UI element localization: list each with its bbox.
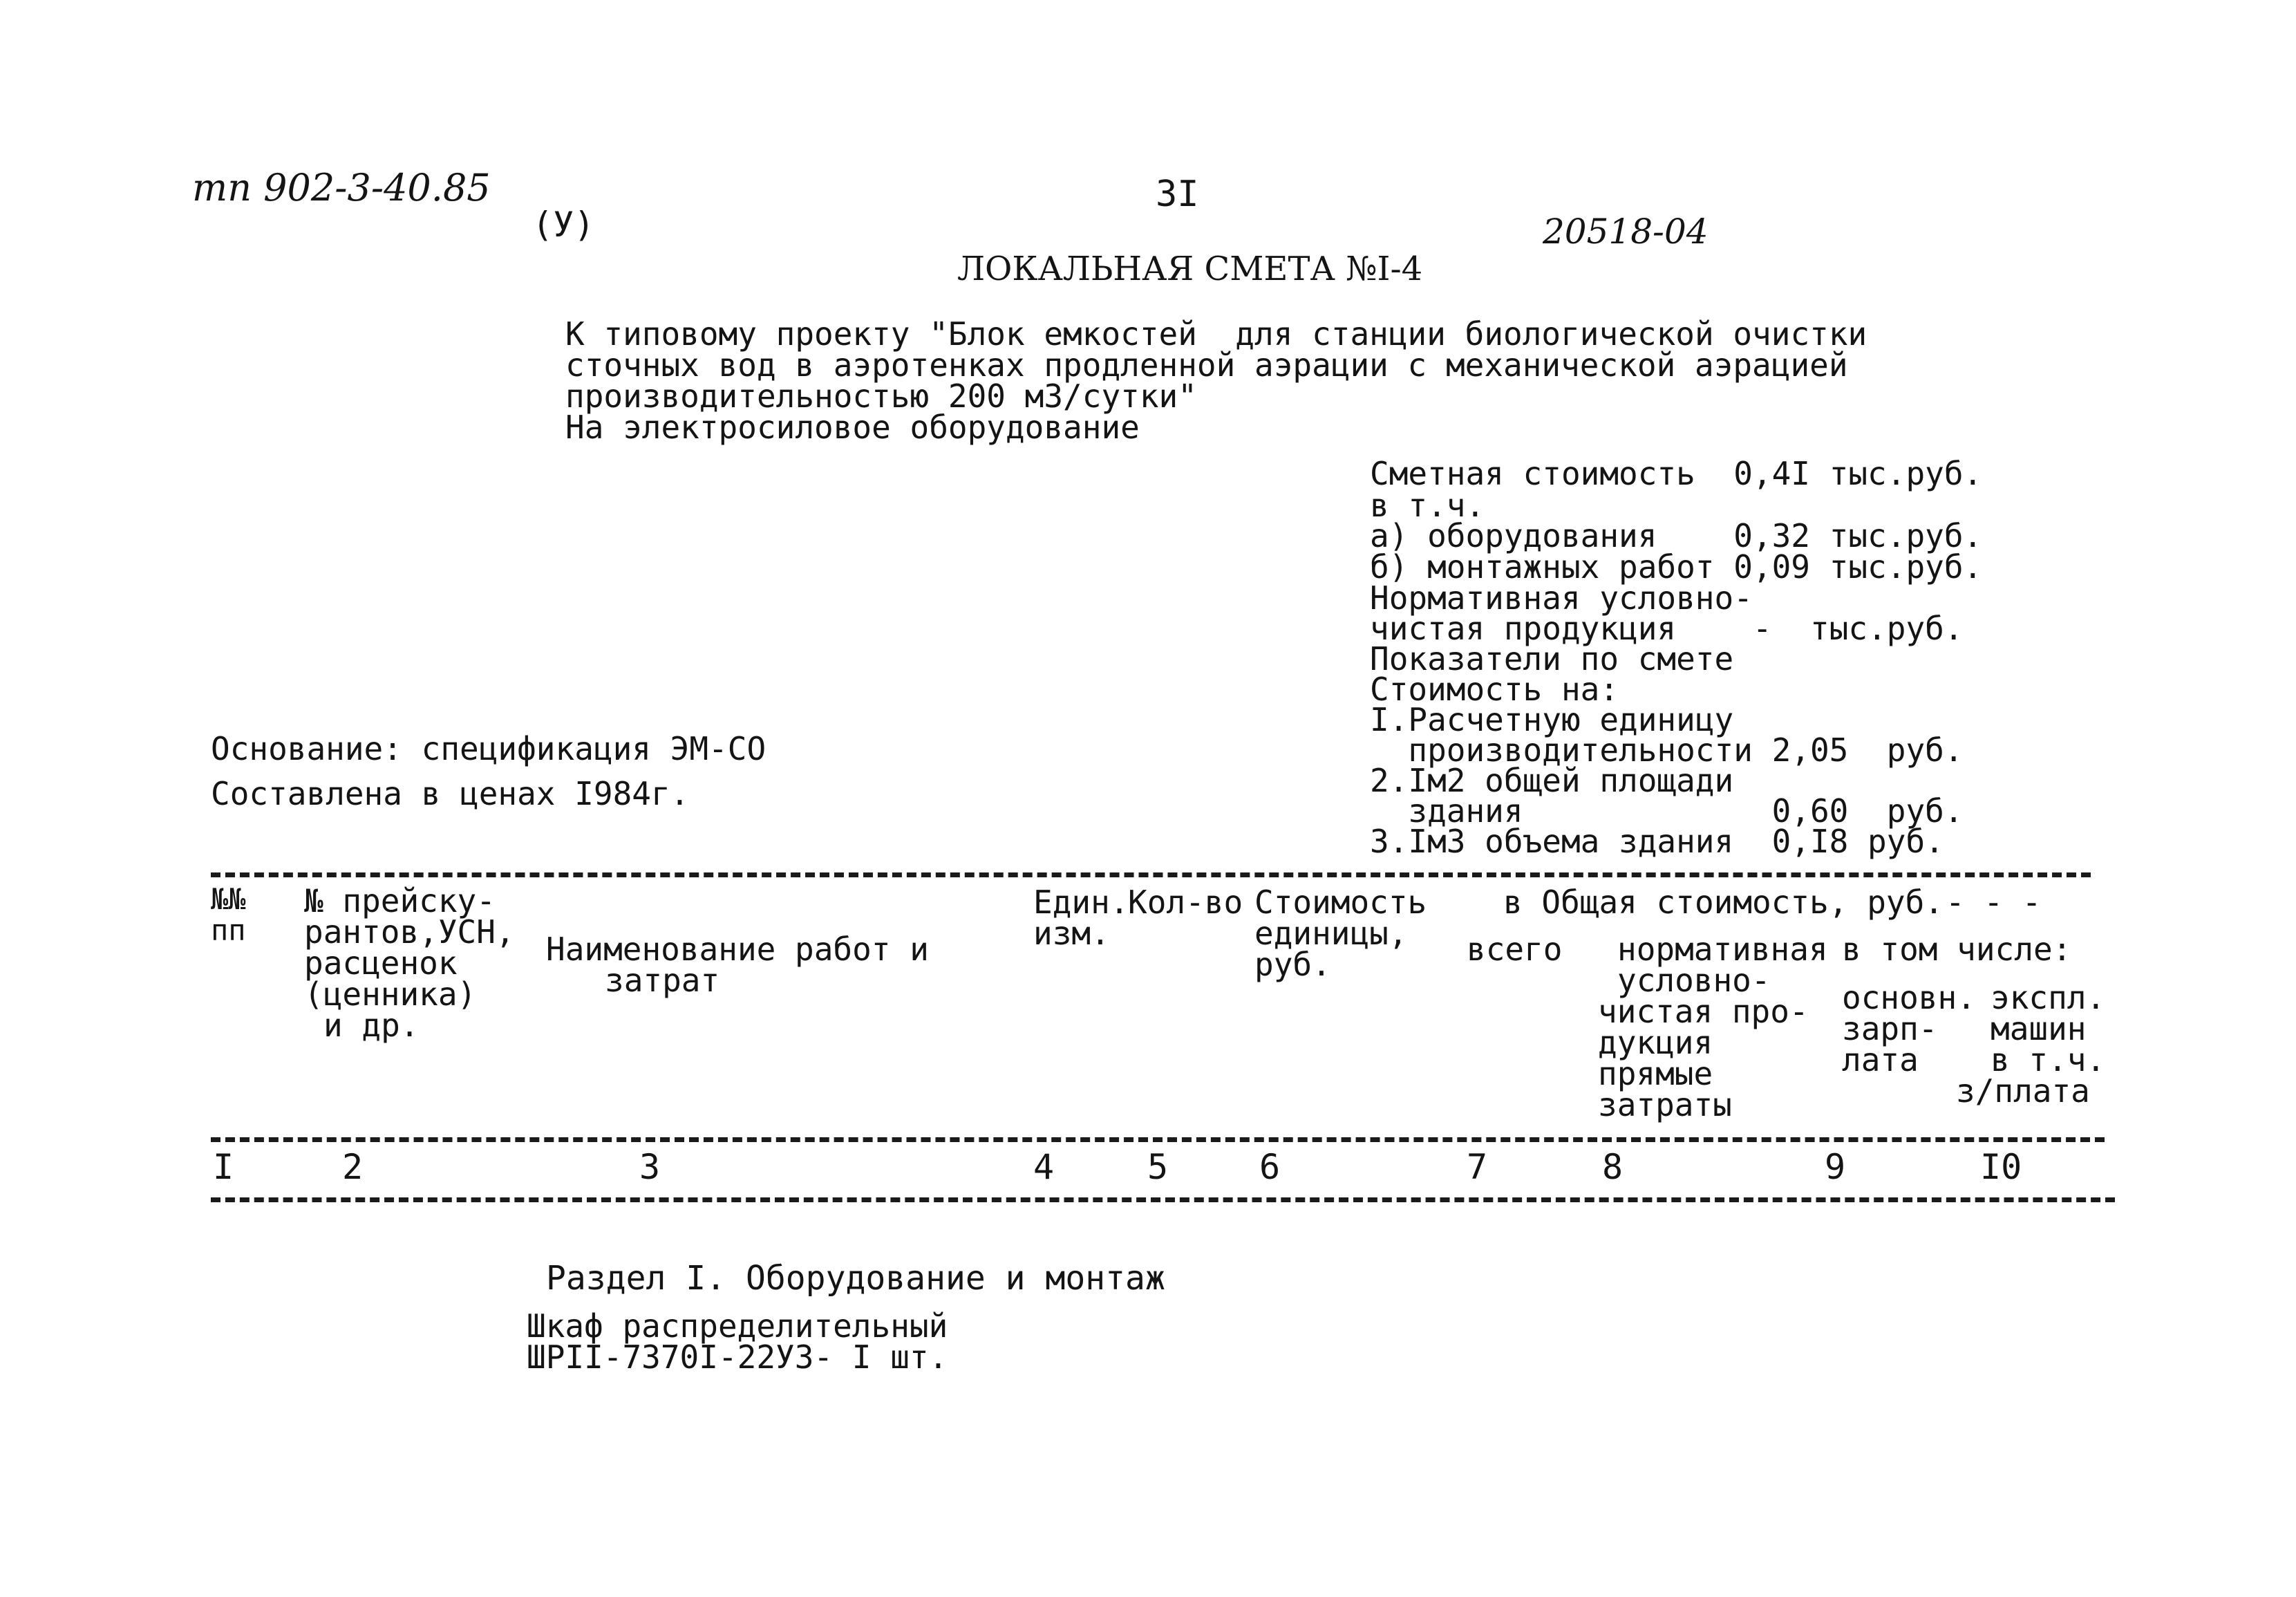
- section-title: Раздел I. Оборудование и монтаж: [546, 1259, 1165, 1298]
- header-col-4: Един.: [1033, 884, 1129, 921]
- column-number: 2: [342, 1147, 364, 1187]
- column-number: 3: [639, 1147, 661, 1187]
- header-col-1: №№: [211, 882, 246, 916]
- description-line: производительностью 200 м3/сутки": [565, 377, 1197, 415]
- header-col-2: и др.: [323, 1007, 420, 1044]
- header-col-7: всего: [1467, 931, 1563, 968]
- header-col-5: Кол-во: [1128, 884, 1243, 921]
- header-col-6: единицы,: [1254, 915, 1408, 952]
- project-code: тп 902-3-40.85: [192, 166, 491, 209]
- header-total-cost-dash: - - -: [1946, 884, 2042, 921]
- header-col-10: машин: [1991, 1010, 2087, 1047]
- summary-line: б) монтажных работ 0,09 тыс.руб.: [1370, 548, 1983, 586]
- header-col-6: руб.: [1254, 946, 1331, 983]
- column-number: I0: [1980, 1147, 2022, 1187]
- table-header-bottom-rule: [211, 1137, 2105, 1142]
- summary-line: чистая продукция - тыс.руб.: [1370, 610, 1964, 647]
- page-number: 3I: [1156, 174, 1199, 215]
- column-number: 4: [1033, 1147, 1055, 1187]
- archive-number: 20518-04: [1543, 212, 1709, 252]
- header-col-10: з/плата: [1956, 1072, 2090, 1110]
- column-number: 8: [1602, 1147, 1624, 1187]
- header-col-10: в т.ч.: [1991, 1041, 2106, 1078]
- header-col-3: затрат: [605, 962, 720, 999]
- summary-line: Нормативная условно-: [1370, 579, 1753, 617]
- header-col-2: № прейску-: [304, 882, 496, 919]
- header-col-8: затраты: [1598, 1086, 1732, 1123]
- description-line: На электросиловое оборудование: [565, 409, 1140, 446]
- summary-line: 2.Iм2 общей площади: [1370, 762, 1734, 799]
- table-top-rule: [211, 872, 2091, 877]
- summary-line: I.Расчетную единицу: [1370, 701, 1734, 738]
- header-including-label: в том числе:: [1842, 931, 2072, 968]
- header-col-8: чистая про-: [1598, 993, 1809, 1030]
- description-line: К типовому проекту "Блок емкостей для станции биологической очистки: [565, 315, 1867, 353]
- description-line: сточных вод в аэротенках продленной аэрации с механической аэрацией: [565, 346, 1848, 384]
- header-col-9: основн.: [1842, 979, 1976, 1016]
- header-col-6: Стоимость: [1254, 884, 1427, 921]
- column-number: 5: [1147, 1147, 1169, 1187]
- item-name: Шкаф распределительный: [527, 1307, 948, 1345]
- header-col-10: экспл.: [1991, 979, 2106, 1016]
- column-number: 9: [1825, 1147, 1846, 1187]
- column-number: 6: [1259, 1147, 1281, 1187]
- column-number: I: [213, 1147, 234, 1187]
- item-designation: ШРII-7370I-22У3- I шт.: [527, 1338, 948, 1376]
- header-total-cost-label: в Общая стоимость, руб.: [1503, 884, 1944, 921]
- header-col-2: расценок: [304, 944, 458, 982]
- page-title: ЛОКАЛЬНАЯ СМЕТА №I-4: [957, 250, 1423, 288]
- header-col-2: рантов,УСН,: [304, 913, 515, 951]
- header-col-4: изм.: [1033, 915, 1110, 952]
- summary-line: производительности 2,05 руб.: [1370, 731, 1964, 769]
- header-col-9: зарп-: [1842, 1010, 1938, 1047]
- summary-line: в т.ч.: [1370, 487, 1485, 524]
- header-col-8: нормативная: [1617, 931, 1828, 968]
- header-col-8: прямые: [1598, 1055, 1713, 1092]
- column-number: 7: [1467, 1147, 1488, 1187]
- header-col-1: пп: [211, 913, 246, 947]
- header-col-9: лата: [1842, 1041, 1919, 1078]
- header-col-8: дукция: [1598, 1024, 1713, 1061]
- summary-line: Стоимость на:: [1370, 671, 1619, 708]
- project-code-suffix: (У): [532, 205, 595, 245]
- header-col-2: (ценника): [304, 975, 477, 1013]
- column-numbers-bottom-rule: [211, 1197, 2115, 1202]
- basis-line: Основание: спецификация ЭМ-СО: [211, 730, 766, 767]
- header-col-3: Наименование работ и: [546, 931, 929, 968]
- summary-line: а) оборудования 0,32 тыс.руб.: [1370, 517, 1983, 554]
- summary-line: Показатели по смете: [1370, 640, 1734, 678]
- summary-line: Сметная стоимость 0,4I тыс.руб.: [1370, 455, 1983, 492]
- header-col-8: условно-: [1617, 962, 1771, 999]
- summary-line: 3.Iм3 объема здания 0,I8 руб.: [1370, 823, 1944, 860]
- prices-year-line: Составлена в ценах I984г.: [211, 775, 690, 812]
- summary-line: здания 0,60 руб.: [1370, 792, 1964, 830]
